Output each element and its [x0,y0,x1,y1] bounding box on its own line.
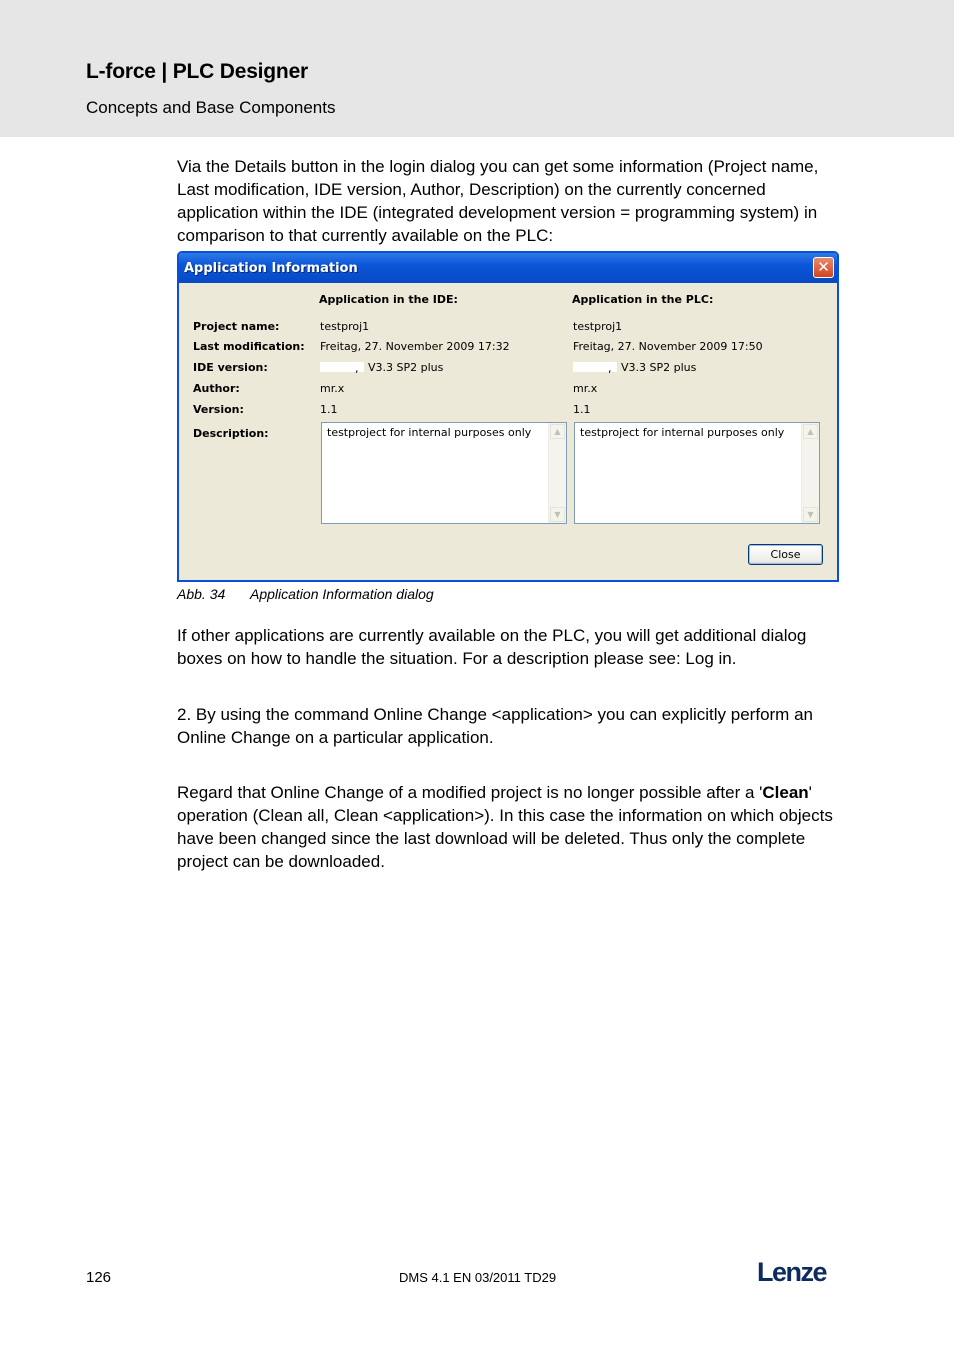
online-change-paragraph: 2. By using the command Online Change <application> you can explicitly perform an Online Change on a particular application. [177,705,813,747]
ide-last-modification: Freitag, 27. November 2009 17:32 [320,340,510,353]
clean-note-paragraph: Regard that Online Change of a modified project is no longer possible after a 'Clean' operation (Clean all, Clean <application>). In this case the information on which objects have been changed since the last download will be deleted. Thus only the complete project can be downloaded. [177,783,833,871]
label-author: Author: [193,382,240,395]
close-x-icon[interactable]: ✕ [813,257,834,278]
plc-author: mr.x [573,382,598,395]
document-title: L-force | PLC Designer [86,60,309,83]
plc-description-textarea[interactable] [574,422,820,524]
ide-project-name: testproj1 [320,320,370,333]
document-subtitle: Concepts and Base Components [86,98,336,117]
dialog-titlebar [179,253,837,283]
label-last-modification: Last modification: [193,340,305,353]
plc-project-name: testproj1 [573,320,623,333]
scroll-up-icon[interactable]: ▲ [803,424,818,439]
ide-description-textarea[interactable] [321,422,567,524]
dialog-title: Application Information [184,261,358,276]
label-version: Version: [193,403,244,416]
column-header-plc: Application in the PLC: [572,293,714,306]
document-id: DMS 4.1 EN 03/2011 TD29 [399,1270,557,1285]
intro-paragraph: Via the Details button in the login dialog you can get some information (Project name, Last modification, IDE version, Author, Description) on the currently concerned application within the IDE (integrated development version = programming system) in comparison to that currently available on the PLC: [177,157,819,245]
scroll-up-icon[interactable]: ▲ [550,424,565,439]
close-button[interactable]: Close [748,544,823,565]
application-information-dialog: Application Information ✕ Application in the IDE: Application in the PLC: Project name: Last modification: IDE version: Author: Version: Description: testproj1 Freitag, 27. November 2009 17:32 , V3.3 SP2 plus mr.x 1.1 testproject for internal purposes only ▲ ▼ testproj1 Freitag, 27. November 2009 17:50 , V3.3 SP2 plus mr.x 1.1 testproject for internal purposes only ▲ ▼ Close [177,251,839,582]
ide-version-value: V3.3 SP2 plus [368,361,444,374]
label-description: Description: [193,427,269,440]
label-ide-version: IDE version: [193,361,268,374]
figure-number: Abb. 34 [177,586,226,602]
plc-version-value: V3.3 SP2 plus [621,361,697,374]
other-apps-paragraph: If other applications are currently available on the PLC, you will get additional dialog boxes on how to handle the situation. For a description please see: Log in. [177,626,807,668]
page-number: 126 [86,1269,112,1286]
ide-description-scrollbar[interactable] [548,423,566,523]
ide-description-text: testproject for internal purposes only [327,426,532,439]
page-header [0,0,954,137]
lenze-logo: Lenze [757,1257,827,1287]
clean-keyword: Clean [762,783,809,802]
scroll-down-icon[interactable]: ▼ [550,507,565,522]
ide-author: mr.x [320,382,345,395]
column-header-ide: Application in the IDE: [319,293,458,306]
plc-last-modification: Freitag, 27. November 2009 17:50 [573,340,763,353]
figure-caption: Application Information dialog [250,586,434,602]
plc-version-number: 1.1 [573,403,591,416]
plc-description-scrollbar[interactable] [801,423,819,523]
scroll-down-icon[interactable]: ▼ [803,507,818,522]
plc-description-text: testproject for internal purposes only [580,426,785,439]
ide-version-number: 1.1 [320,403,338,416]
label-project-name: Project name: [193,320,280,333]
